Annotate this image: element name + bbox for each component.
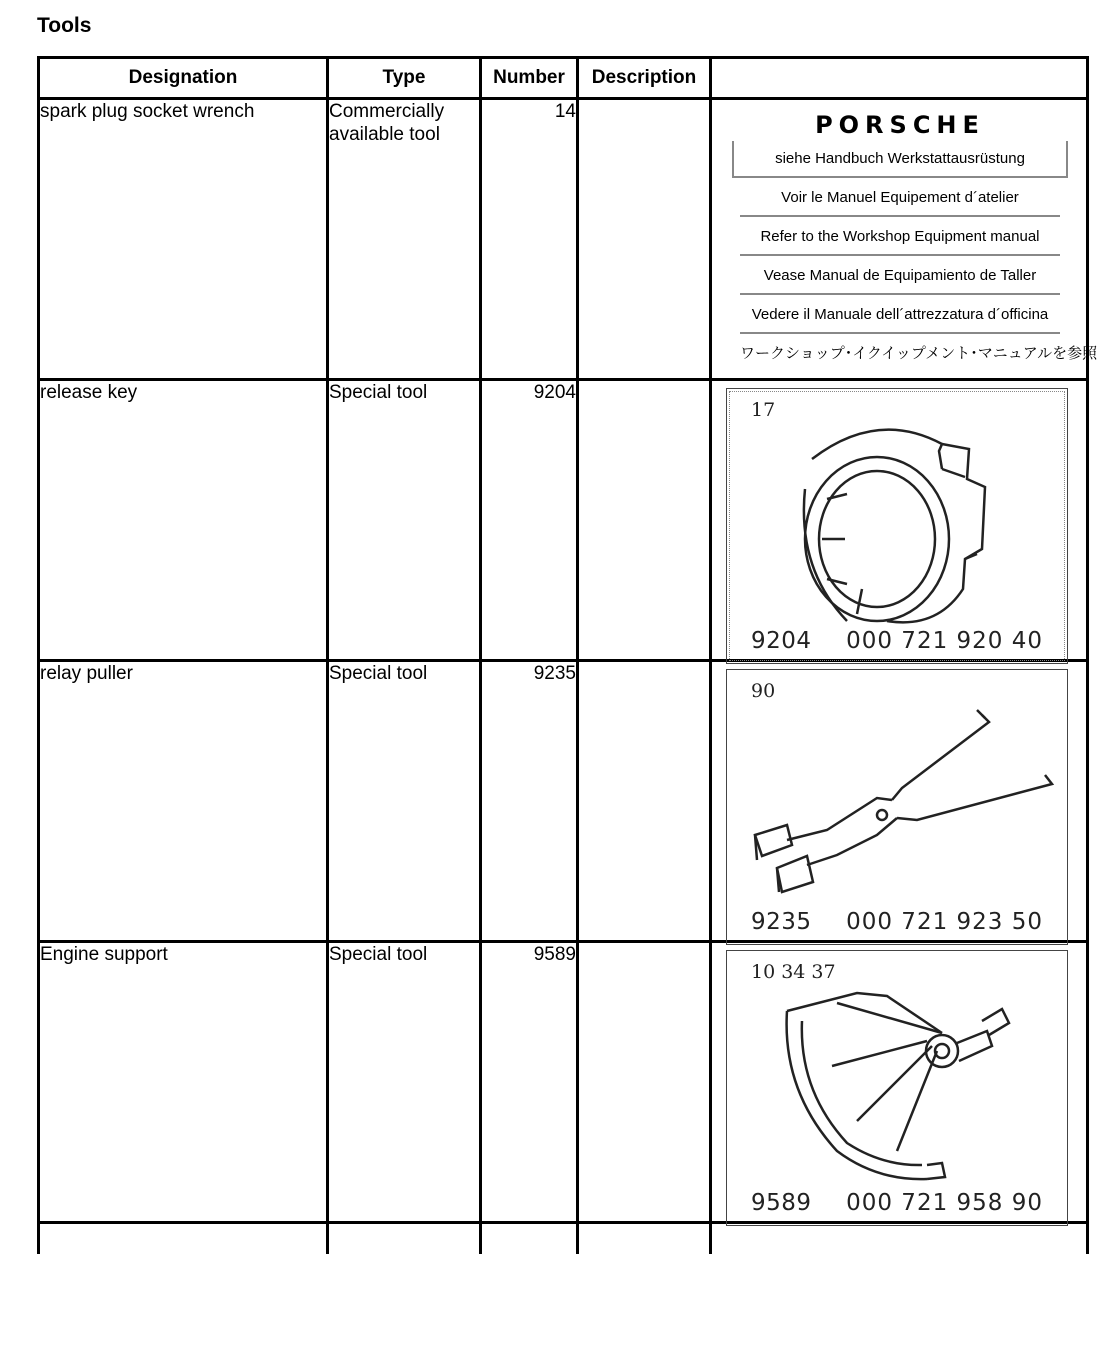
cell-type: Special tool xyxy=(328,942,481,1223)
figure-part-number: 000 721 923 50 xyxy=(846,909,1043,935)
cell-type: Commercially available tool xyxy=(328,99,481,380)
cell-designation: spark plug socket wrench xyxy=(39,99,328,380)
header-image xyxy=(711,58,1088,99)
header-type: Type xyxy=(328,58,481,99)
cell-description xyxy=(578,942,711,1223)
header-designation: Designation xyxy=(39,58,328,99)
figure-ref: 17 xyxy=(751,399,776,421)
manual-line-de: siehe Handbuch Werkstattausrüstung xyxy=(732,141,1068,178)
cell-description xyxy=(578,380,711,661)
table-row xyxy=(39,380,1088,661)
tool-figure xyxy=(726,388,1068,664)
cell-number: 14 xyxy=(481,99,578,380)
cell-description xyxy=(578,99,711,380)
header-number: Number xyxy=(481,58,578,99)
figure-part-number: 000 721 920 40 xyxy=(846,628,1043,654)
cell-designation: release key xyxy=(39,380,328,661)
cell-image xyxy=(711,661,1088,942)
cell-number: 9204 xyxy=(481,380,578,661)
cell-number: 9235 xyxy=(481,661,578,942)
table-header-row xyxy=(39,58,1088,99)
manual-line-en: Refer to the Workshop Equipment manual xyxy=(740,217,1060,256)
figure-ref: 10 34 37 xyxy=(751,961,836,983)
manual-line-fr: Voir le Manuel Equipement d´atelier xyxy=(740,178,1060,217)
tools-table xyxy=(37,56,1098,1254)
figure-code: 9589 xyxy=(751,1190,812,1216)
table-row xyxy=(39,942,1088,1223)
header-description: Description xyxy=(578,58,711,99)
cell-description xyxy=(578,661,711,942)
manual-line-it: Vedere il Manuale dell´attrezzatura d´officina xyxy=(740,295,1060,334)
relay-puller-drawing-icon xyxy=(727,670,1069,946)
cell-type: Special tool xyxy=(328,661,481,942)
cell-designation: relay puller xyxy=(39,661,328,942)
manual-line-ja: ワークショップ･イクイップメント･マニュアルを参照 xyxy=(740,345,1098,362)
figure-part-number: 000 721 958 90 xyxy=(846,1190,1043,1216)
cell-image xyxy=(711,942,1088,1223)
page-title: Tools xyxy=(37,14,92,37)
tool-figure xyxy=(726,950,1068,1226)
table-row xyxy=(39,661,1088,942)
engine-support-drawing-icon xyxy=(727,951,1069,1227)
tool-figure xyxy=(726,669,1068,945)
cell-image xyxy=(711,99,1098,380)
cell-image xyxy=(711,380,1088,661)
figure-code: 9204 xyxy=(751,628,812,654)
manual-reference-panel xyxy=(732,111,1098,371)
release-key-drawing-icon xyxy=(727,389,1069,665)
cell-designation: Engine support xyxy=(39,942,328,1223)
figure-code: 9235 xyxy=(751,909,812,935)
table-row xyxy=(39,99,1088,380)
porsche-logo: PORSCHE xyxy=(815,111,985,139)
figure-ref: 90 xyxy=(751,680,776,702)
table-row-continued xyxy=(39,1223,1088,1255)
cell-type: Special tool xyxy=(328,380,481,661)
cell-number: 9589 xyxy=(481,942,578,1223)
manual-line-es: Vease Manual de Equipamiento de Taller xyxy=(740,256,1060,295)
